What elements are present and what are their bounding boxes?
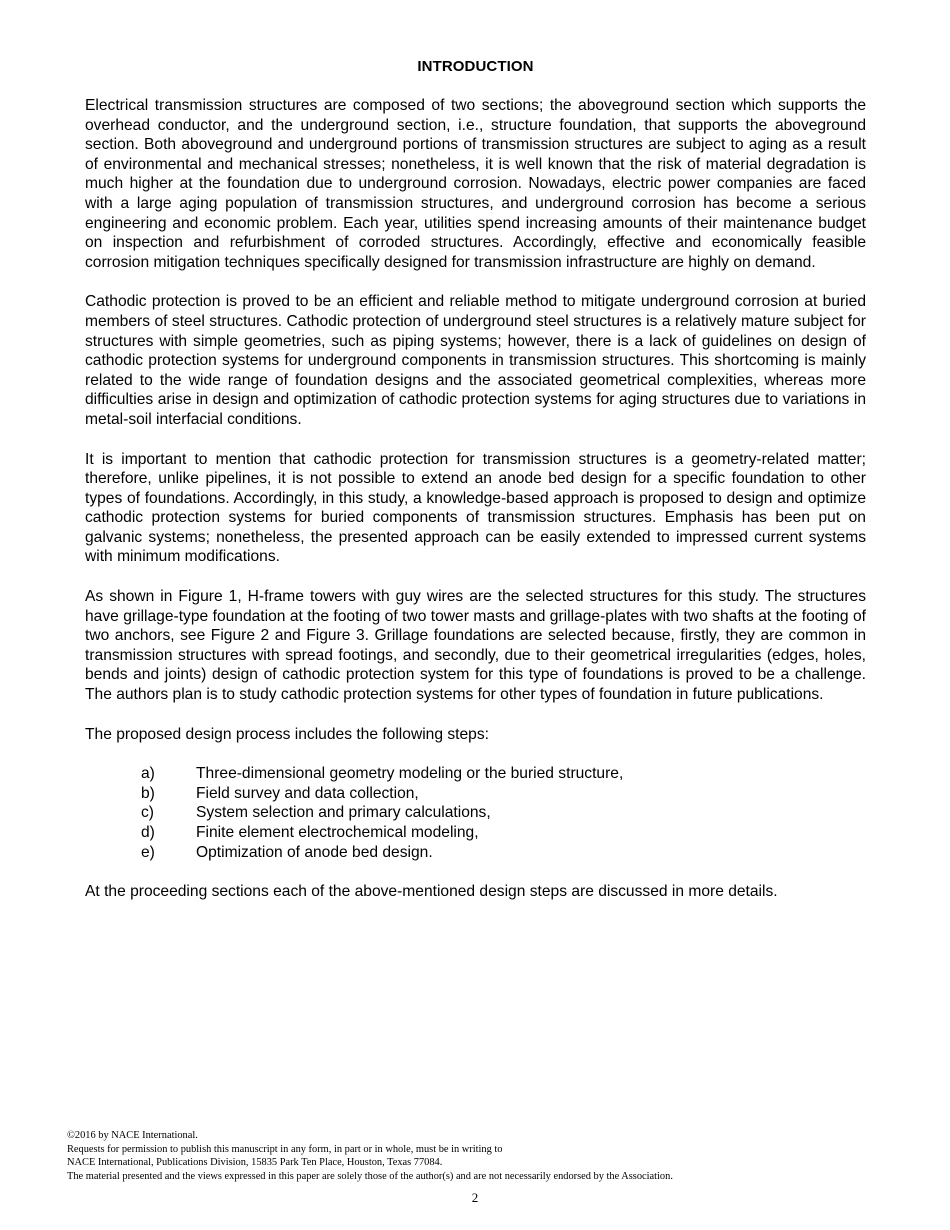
paragraph: As shown in Figure 1, H-frame towers with guy wires are the selected structures for this study. The structures have grillage-type foundation at the footing of two tower masts and grillage-plates with two shafts at the footing of two anchors, see Figure 2 and Figure 3. Grillage foundations are selected because, firstly, they are common in transmission structures with spread footings, and secondly, due to their geometrical irregularities (edges, holes, bends and joints) design of cathodic protection system for this type of foundations is proved to be a challenge. The authors plan is to study cathodic protection systems for other types of foundation in future publications.	[85, 588, 866, 704]
permission-line: Requests for permission to publish this manuscript in any form, in part or in whole, must be in writing to	[67, 1143, 503, 1155]
list-item-text: Field survey and data collection,	[196, 784, 419, 802]
list-item-text: System selection and primary calculations,	[196, 804, 491, 822]
list-marker: a)	[141, 765, 155, 783]
list-marker: b)	[141, 784, 155, 802]
closing-paragraph: At the proceeding sections each of the above-mentioned design steps are discussed in more details.	[85, 883, 778, 901]
list-marker: d)	[141, 824, 155, 841]
list-marker: e)	[141, 843, 155, 861]
list-item-text: Three-dimensional geometry modeling or the buried structure,	[196, 765, 624, 783]
list-item-text: Optimization of anode bed design.	[196, 843, 433, 861]
list-marker: c)	[141, 804, 154, 822]
design-steps-list	[85, 764, 866, 862]
copyright-line: ©2016 by NACE International.	[67, 1130, 198, 1141]
list-item	[85, 823, 866, 843]
list-item-text: Finite element electrochemical modeling,	[196, 824, 479, 841]
page-number: 2	[471, 1190, 479, 1205]
list-item	[85, 764, 866, 784]
list-intro: The proposed design process includes the following steps:	[85, 725, 489, 743]
disclaimer-line: The material presented and the views expressed in this paper are solely those of the author(s) and are not necessarily endorsed by the Association.	[67, 1170, 673, 1182]
copyright-footer	[67, 1129, 887, 1183]
list-item	[85, 784, 866, 804]
section-heading: INTRODUCTION	[417, 58, 534, 75]
page-body	[85, 57, 866, 902]
paragraph: It is important to mention that cathodic protection for transmission structures is a geometry-related matter; therefore, unlike pipelines, it is not possible to extend an anode bed design for a specific foundation to other types of foundations. Accordingly, in this study, a knowledge-based approach is proposed to design and optimize cathodic protection systems for buried components of transmission structures. Emphasis has been put on galvanic systems; nonetheless, the presented approach can be easily extended to impressed current systems with minimum modifications.	[85, 450, 866, 566]
paragraph: Electrical transmission structures are composed of two sections; the aboveground section which supports the overhead conductor, and the underground section, i.e., structure foundation, that supports the aboveground section. Both aboveground and underground portions of transmission structures are subject to aging as a result of environmental and mechanical stresses; nonetheless, it is well known that the risk of material degradation is much higher at the foundation due to underground corrosion. Nowadays, electric power companies are faced with a large aging population of transmission structures, and underground corrosion has become a serious engineering and economic problem. Each year, utilities spend increasing amounts of their maintenance budget on inspection and refurbishment of corroded structures. Accordingly, effective and economically feasible corrosion mitigation techniques specifically designed for transmission infrastructure are highly on demand.	[85, 97, 866, 271]
paragraph: Cathodic protection is proved to be an efficient and reliable method to mitigate underground corrosion at buried members of steel structures. Cathodic protection of underground steel structures is a relatively mature subject for structures with simple geometries, such as piping systems; however, there is a lack of guidelines on design of cathodic protection systems for underground components in transmission structures. This shortcoming is mainly related to the wide range of foundation designs and the associated geometrical complexities, whereas more difficulties arise in design and optimization of cathodic protection systems for aging structures due to variations in metal-soil interfacial conditions.	[85, 293, 866, 428]
list-item	[85, 803, 866, 823]
list-item	[85, 843, 866, 863]
address-line: NACE International, Publications Division, 15835 Park Ten Place, Houston, Texas 77084.	[67, 1157, 443, 1169]
